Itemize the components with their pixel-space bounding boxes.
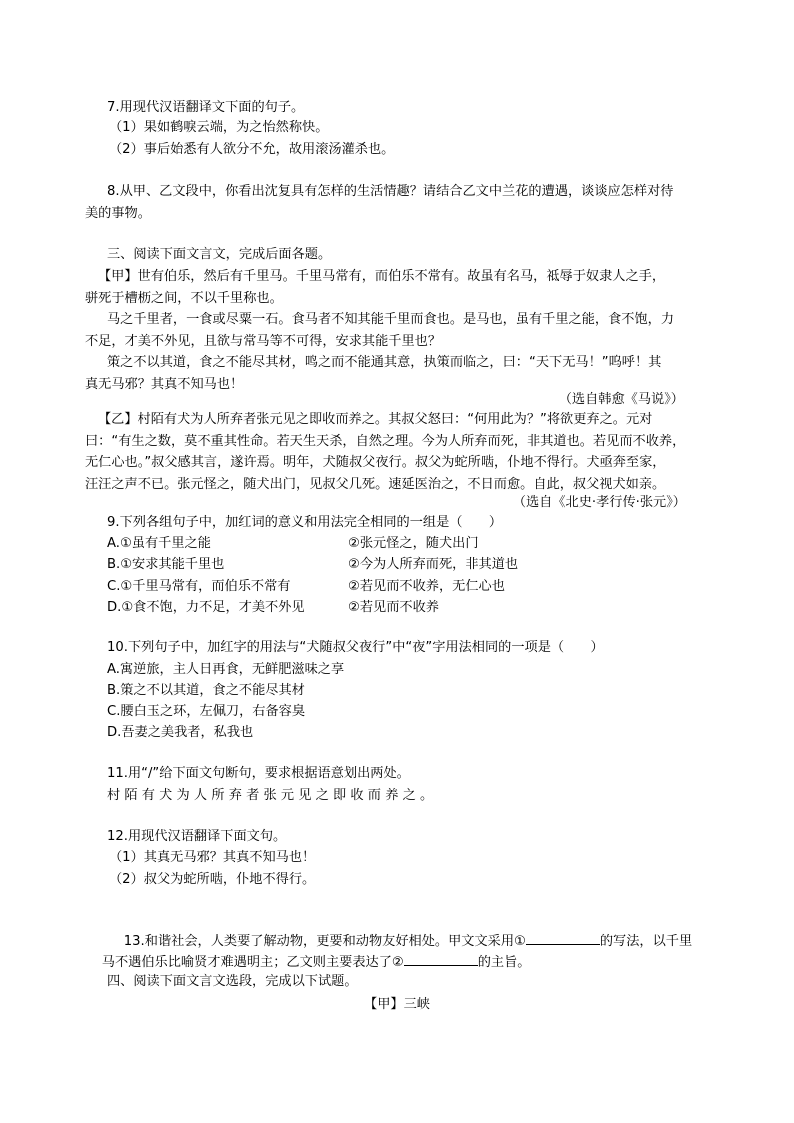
q9-option-a-2: ②张元怪之，随犬出门 — [348, 536, 479, 551]
yi-para-line-4: 汪汪之声不已。张元怪之，随犬出门，见叔父几死。速延医治之，不日而愈。自此，叔父视犬如亲。 — [85, 477, 666, 492]
q13-line-1-text-a: 13.和谐社会，人类要了解动物，更要和动物友好相处。甲文文采用① — [123, 934, 526, 949]
jia-para-line-5: 策之不以其道，食之不能尽其材，鸣之而不能通其意，执策而临之，曰：“天下无马！”呜呼！其 — [107, 355, 662, 370]
q9-title: 9.下列各组句子中，加红词的意义和用法完全相同的一组是（ ） — [107, 515, 503, 530]
q10-option-c: C.腰白玉之环，左佩刀，右备容臭 — [107, 704, 306, 719]
q9-option-a-1: A.①虽有千里之能 — [107, 536, 211, 551]
q13-line-2-text-b: 的主旨。 — [477, 955, 531, 970]
jia-para-line-3: 马之千里者，一食或尽粟一石。食马者不知其能千里而食也。是马也，虽有千里之能，食不饱，力 — [107, 312, 675, 327]
answer-blank-1[interactable] — [526, 930, 600, 945]
q8-line-2: 美的事物。 — [85, 206, 151, 221]
jia-para-line-4: 不足，才美不外见，且欲与常马等不可得，安求其能千里也？ — [85, 334, 442, 349]
section4-subtitle: 【甲】三峡 — [364, 997, 430, 1012]
q10-option-d: D.吾妻之美我者，私我也 — [107, 725, 254, 740]
jia-para-line-2: 骈死于槽枥之间，不以千里称也。 — [85, 291, 283, 306]
jia-para-line-1: 【甲】世有伯乐，然后有千里马。千里马常有，而伯乐不常有。故虽有名马，祗辱于奴隶人之手， — [98, 269, 666, 284]
q9-option-d-2: ②若见而不收养 — [348, 600, 439, 615]
yi-para-line-2: 曰：“有生之数，莫不重其性命。若天生天杀，自然之理。今为人所弃而死，非其道也。若见而不收养， — [85, 434, 686, 449]
q10-option-a: A.寓逆旅，主人日再食，无鲜肥滋味之享 — [107, 662, 345, 677]
q12-item-2: （2）叔父为蛇所啮，仆地不得行。 — [109, 872, 316, 887]
q9-option-b-1: B.①安求其能千里也 — [107, 557, 225, 572]
q7-item-2: （2）事后始悉有人欲分不允，故用滚汤灌杀也。 — [109, 142, 395, 157]
q7-item-1: （1）果如鹤唳云端，为之怡然称快。 — [109, 120, 329, 135]
q11-title: 11.用“/”给下面文句断句，要求根据语意划出两处。 — [107, 766, 410, 781]
section4-heading: 四、阅读下面文言文选段，完成以下试题。 — [107, 974, 358, 989]
jia-para-line-6: 真无马邪？其真不知马也！ — [85, 377, 244, 392]
q8-line-1: 8.从甲、乙文段中，你看出沈复具有怎样的生活情趣？请结合乙文中兰花的遭遇，谈谈应怎样对待 — [107, 184, 674, 199]
q13-line-2-text-a: 马不遇伯乐比喻贤才难遇明主；乙文则主要表达了② — [101, 955, 404, 970]
q13-line-1-text-b: 的写法，以千里 — [599, 934, 693, 949]
yi-source: （选自《北史·孝行传·张元》） — [512, 495, 686, 510]
q9-option-b-2: ②今为人所弃而死，非其道也 — [348, 557, 519, 572]
q12-item-1: （1）其真无马邪？其真不知马也！ — [109, 850, 316, 865]
q7-title: 7.用现代汉语翻译文下面的句子。 — [107, 100, 305, 115]
jia-source: （选自韩愈《马说》） — [558, 392, 684, 407]
section3-heading: 三、阅读下面文言文，完成后面各题。 — [107, 247, 332, 262]
q11-sentence: 村陌有犬为人所弃者张元见之即收而养之。 — [107, 788, 438, 803]
q10-option-b: B.策之不以其道，食之不能尽其材 — [107, 683, 305, 698]
q9-option-c-2: ②若见而不收养，无仁心也 — [348, 579, 505, 594]
q9-option-c-1: C.①千里马常有，而伯乐不常有 — [107, 579, 291, 594]
yi-para-line-3: 无仁心也。”叔父感其言，遂许焉。明年，犬随叔父夜行。叔父为蛇所啮，仆地不得行。犬亟奔至家， — [85, 455, 666, 470]
answer-blank-2[interactable] — [404, 951, 478, 966]
yi-para-line-1: 【乙】村陌有犬为人所弃者张元见之即收而养之。其叔父怒曰：“何用此为？”将欲更弃之。元对 — [98, 412, 653, 427]
q9-option-d-1: D.①食不饱，力不足，才美不外见 — [107, 600, 305, 615]
q10-title: 10.下列句子中，加红字的用法与“犬随叔父夜行”中“夜”字用法相同的一项是（ ） — [107, 640, 604, 655]
q12-title: 12.用现代汉语翻译下面文句。 — [107, 829, 287, 844]
